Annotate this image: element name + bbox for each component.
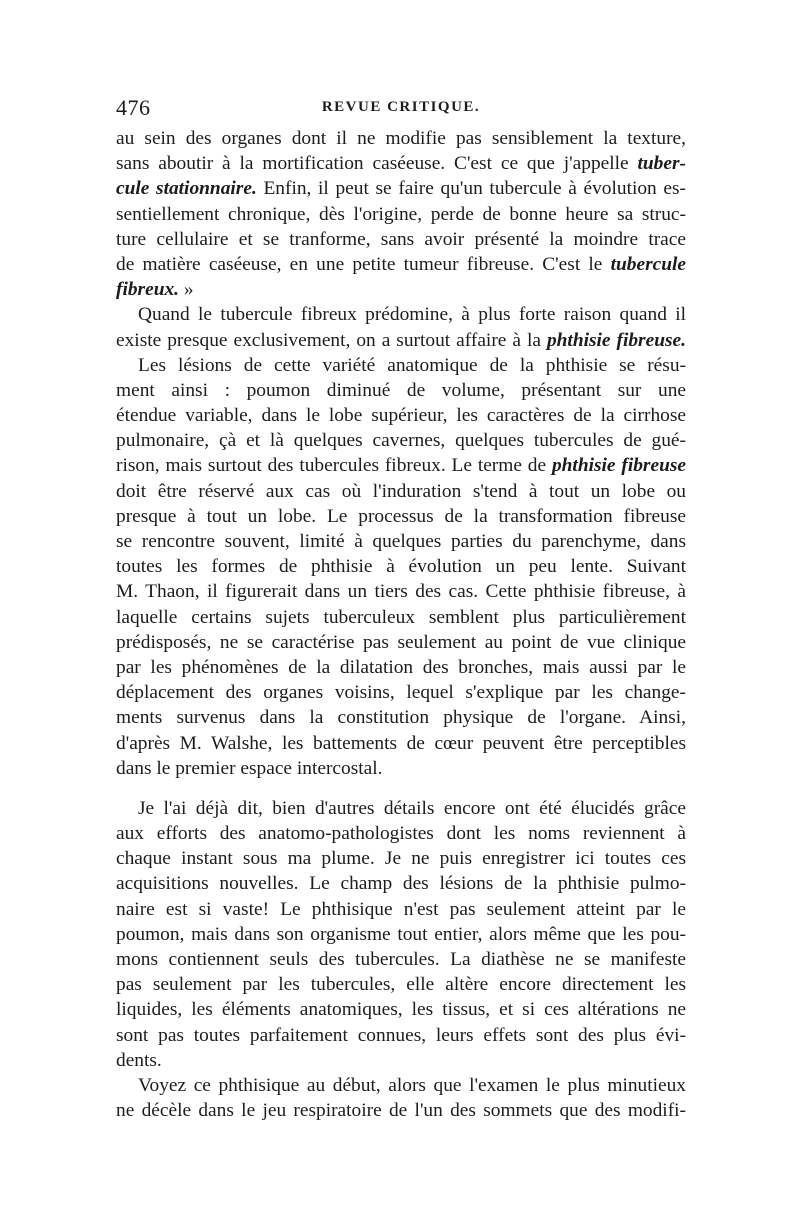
italic-term: tubercule xyxy=(610,253,686,275)
text-line: ments survenus dans la constitution physique de l'organe. Ainsi, xyxy=(116,707,686,729)
text-line: ture cellulaire et se tranforme, sans avoir présenté la moindre trace xyxy=(116,228,686,250)
text-line: laquelle certains sujets tuberculeux semblent plus particulièrement xyxy=(116,606,686,628)
italic-term: cule stationnaire. xyxy=(116,178,257,200)
page-number: 476 xyxy=(116,95,151,120)
text-segment: sans aboutir à la mortification caséeuse. C'est ce que j'appelle xyxy=(116,153,638,175)
text-line: au sein des organes dont il ne modifie pas sensiblement la texture, xyxy=(116,128,686,149)
text-line: pulmonaire, çà et là quelques cavernes, quelques tubercules de gué- xyxy=(116,430,686,452)
text-line: dents. xyxy=(116,1049,162,1071)
italic-term: fibreux. xyxy=(116,279,180,301)
text-line: d'après M. Walshe, les battements de cœur peuvent être perceptibles xyxy=(116,732,686,754)
text-line xyxy=(116,277,686,302)
text-line: M. Thaon, il figurerait dans un tiers des cas. Cette phthisie fibreuse, à xyxy=(116,581,686,603)
text-line: par les phénomènes de la dilatation des bronches, mais aussi par le xyxy=(116,656,686,678)
body-text xyxy=(116,126,686,1123)
text-line: se rencontre souvent, limité à quelques parties du parenchyme, dans xyxy=(116,531,686,552)
text-line: presque à tout un lobe. Le processus de la transformation fibreuse xyxy=(116,505,686,527)
italic-term: phthisie fibreuse xyxy=(551,455,687,477)
text-line: ment ainsi : poumon diminué de volume, présentant sur une xyxy=(116,379,686,401)
text-line: ne décèle dans le jeu respiratoire de l'un des sommets que des modifi- xyxy=(116,1100,686,1122)
text-line: toutes les formes de phthisie à évolution un peu lente. Suivant xyxy=(116,556,686,578)
text-segment: rison, mais surtout des tubercules fibreux. Le terme de xyxy=(116,455,552,477)
italic-term: phthisie fibreuse. xyxy=(546,329,686,351)
text-line: Voyez ce phthisique au début, alors que l'examen le plus minutieux xyxy=(138,1074,686,1096)
text-line: étendue variable, dans le lobe supérieur, les caractères de la cirrhose xyxy=(116,405,686,427)
page-header xyxy=(116,95,686,125)
text-line: naire est si vaste! Le phthisique n'est pas seulement atteint par le xyxy=(116,898,686,920)
text-line: poumon, mais dans son organisme tout entier, alors même que les pou- xyxy=(116,923,686,945)
text-line: chaque instant sous ma plume. Je ne puis enregistrer ici toutes ces xyxy=(116,848,686,870)
text-line: Je l'ai déjà dit, bien d'autres détails encore ont été élucidés grâce xyxy=(138,797,686,819)
text-line: mons contiennent seuls des tubercules. La diathèse ne se manifeste xyxy=(116,949,686,970)
running-title: REVUE CRITIQUE. xyxy=(321,99,481,115)
text-line: prédisposés, ne se caractérise pas seulement au point de vue clinique xyxy=(116,631,686,653)
text-line: doit être réservé aux cas où l'induration s'tend à tout un lobe ou xyxy=(116,480,686,502)
text-line: pas seulement par les tubercules, elle altère encore directement les xyxy=(116,974,686,996)
italic-term: tuber- xyxy=(637,153,686,175)
text-segment: existe presque exclusivement, on a surtout affaire à la xyxy=(116,329,547,351)
text-line xyxy=(116,151,686,176)
text-line: dans le premier espace intercostal. xyxy=(116,757,383,779)
text-line: sont pas toutes parfaitement connues, leurs effets sont des plus évi- xyxy=(116,1024,686,1046)
text-line: liquides, les éléments anatomiques, les tissus, et si ces altérations ne xyxy=(116,999,686,1021)
text-segment: » xyxy=(179,279,194,301)
text-line xyxy=(116,252,686,277)
text-segment: de matière caséeuse, en une petite tumeur fibreuse. C'est le xyxy=(116,253,611,275)
text-line: sentiellement chronique, dès l'origine, perde de bonne heure sa struc- xyxy=(116,203,686,225)
text-line xyxy=(116,453,686,478)
text-line: aux efforts des anatomo-pathologistes dont les noms reviennent à xyxy=(116,823,686,845)
text-line: Quand le tubercule fibreux prédomine, à plus forte raison quand il xyxy=(138,304,686,326)
text-line: Les lésions de cette variété anatomique de la phthisie se résu- xyxy=(138,354,686,376)
text-line: déplacement des organes voisins, lequel s'explique par les change- xyxy=(116,682,686,704)
text-line xyxy=(116,328,686,353)
text-segment: Enfin, il peut se faire qu'un tubercule à évolution es- xyxy=(256,178,686,200)
text-line xyxy=(116,176,686,201)
text-line: acquisitions nouvelles. Le champ des lésions de la phthisie pulmo- xyxy=(116,873,686,895)
